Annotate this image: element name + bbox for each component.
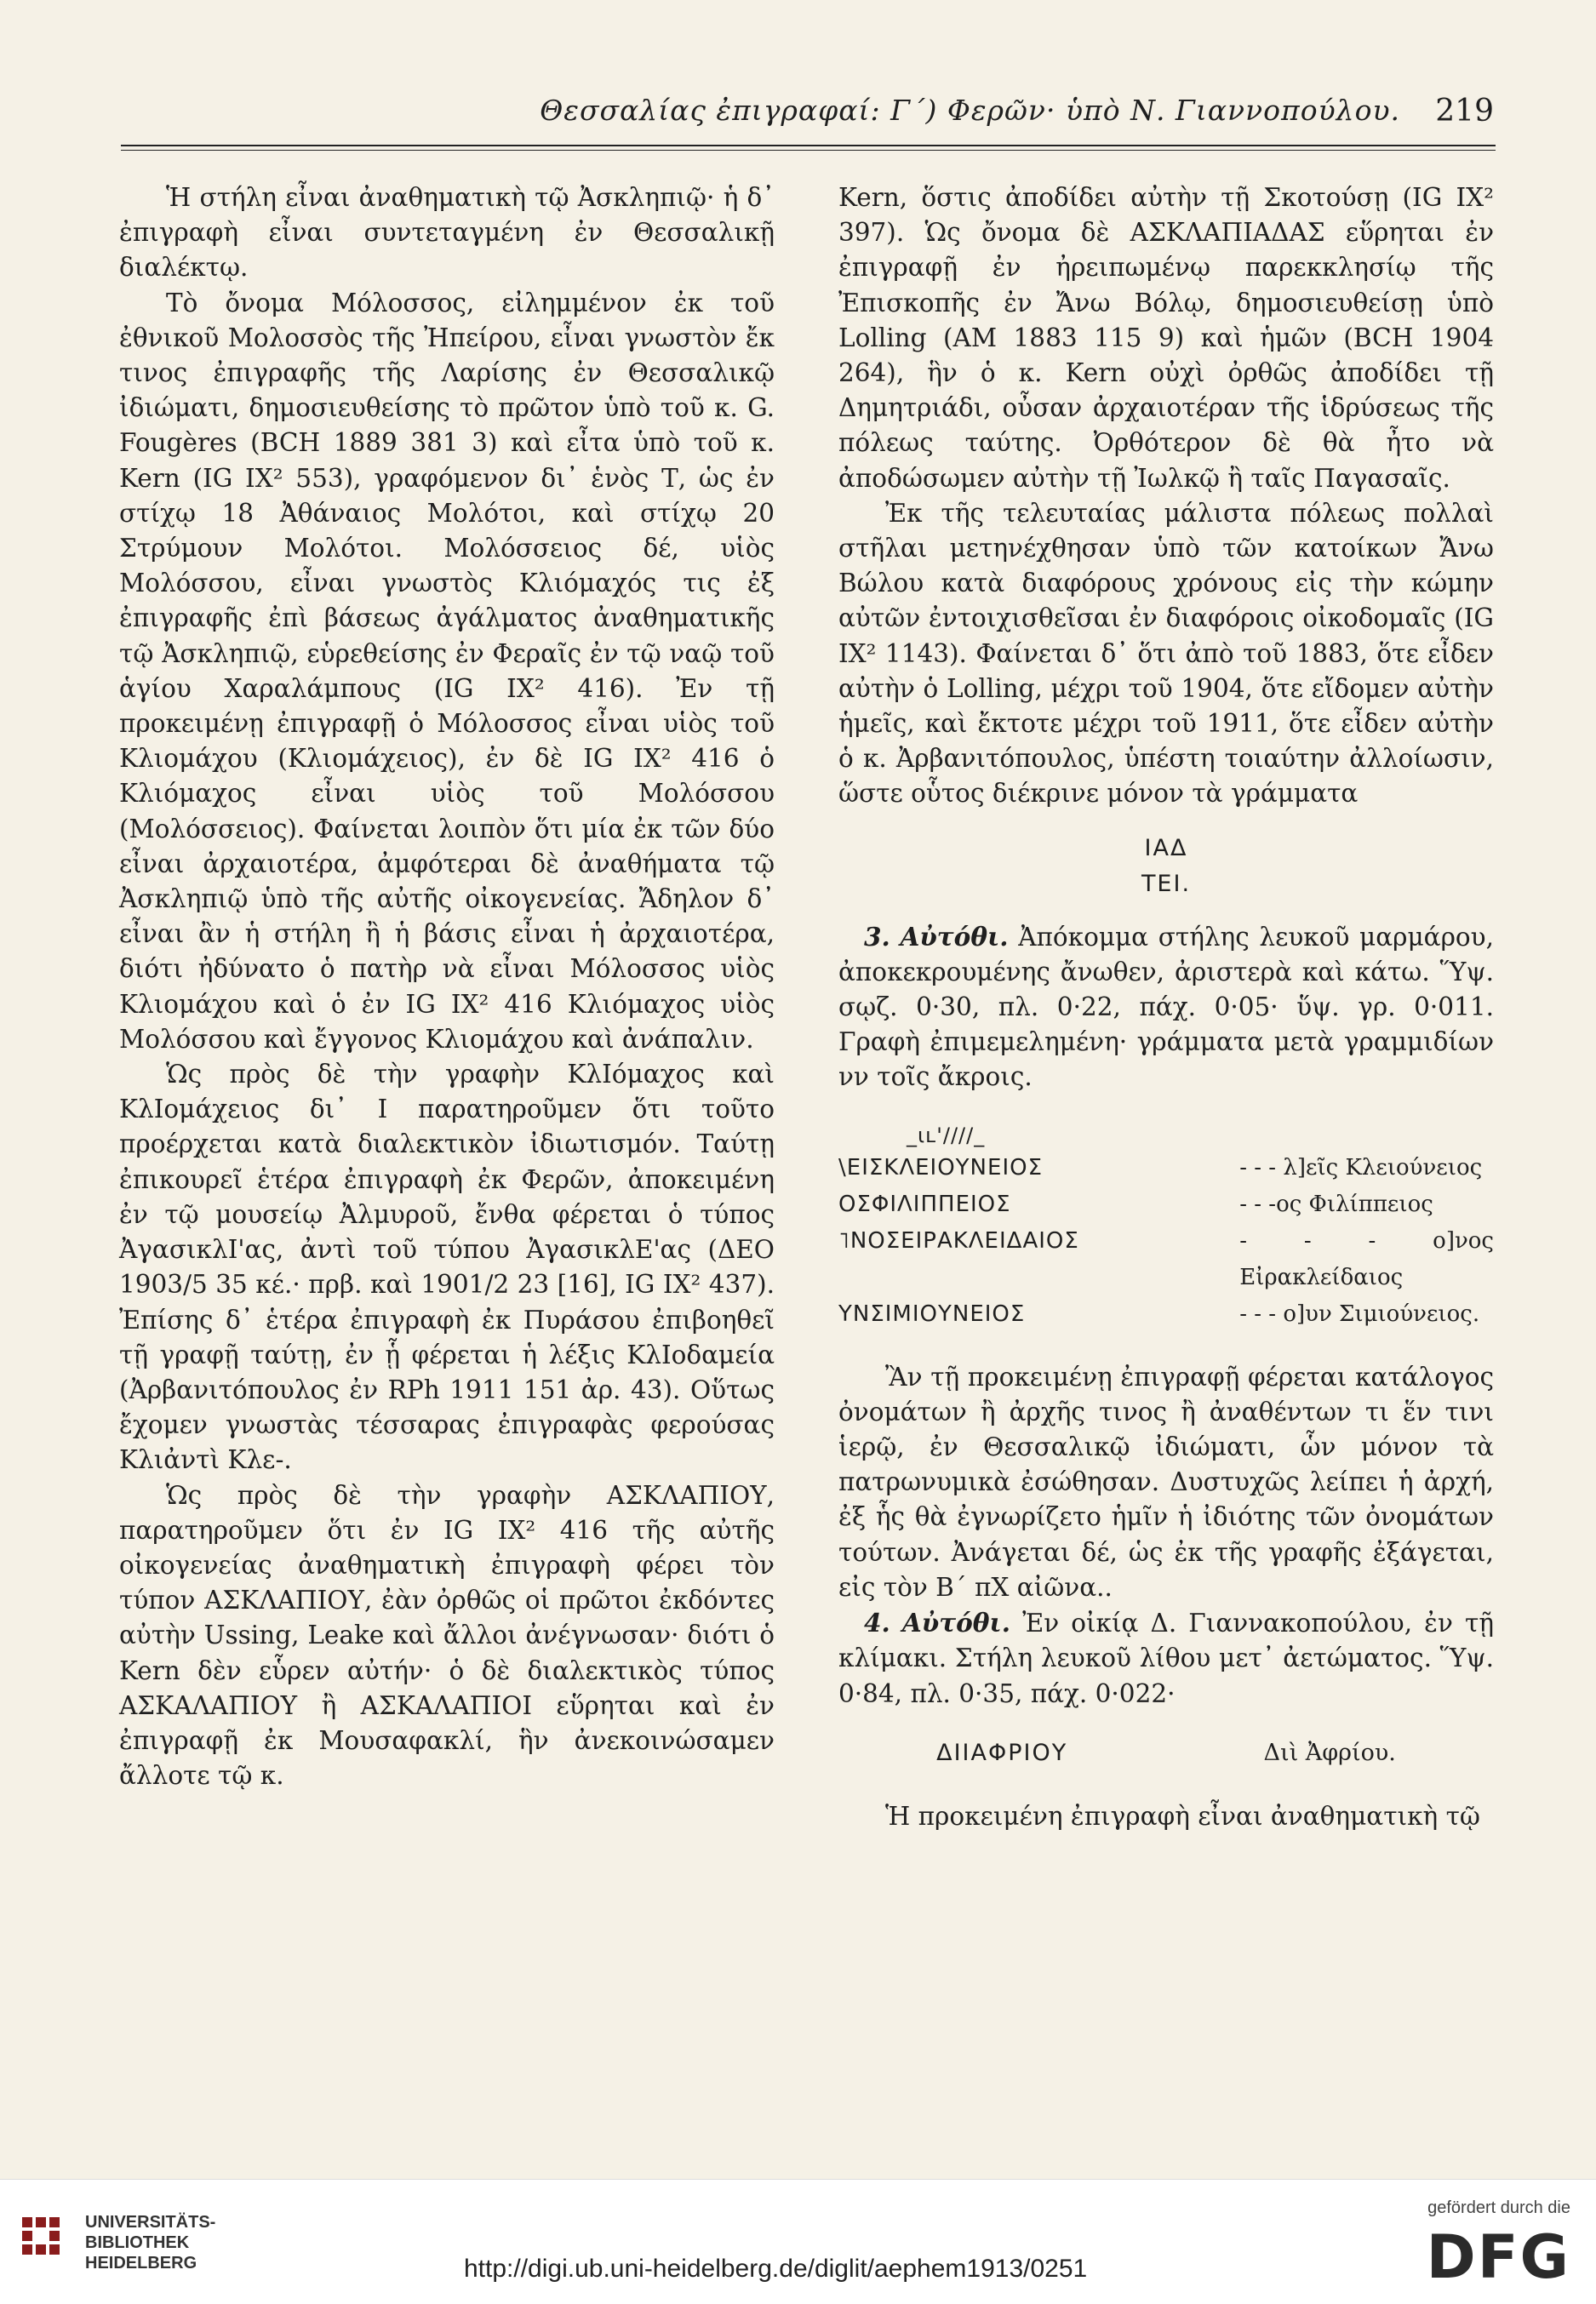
item-description: Ἐν οἰκίᾳ Δ. Γιαννακοπούλου, ἐν τῇ κλίμακι. Στήλη λευκοῦ λίθου μετ᾽ ἀετώματος. Ὕψ. 0·84, πλ. 0·35, πάχ. 0·022· [838, 1609, 1494, 1708]
header-rule-thin [121, 150, 1496, 151]
item-4 [838, 1605, 1494, 1712]
dfg-logo: DFG [1426, 2222, 1570, 2292]
right-column [838, 180, 1494, 1834]
dedication-greek: ΔΙΙΑΦΡΙΟΥ [936, 1739, 1068, 1766]
item-description: Ἀπόκομμα στήλης λευκοῦ μαρμάρου, ἀποκεκρουμένης ἄνωθεν, ἀριστερὰ καὶ κάτω. Ὕψ. σῳζ. 0·30, πλ. 0·22, πάχ. 0·05· ὕψ. γρ. 0·011. Γραφὴ ἐπιμεμελημένη· γράμματα μετὰ γραμμιδίων νν τοῖς ἄκροις. [838, 922, 1494, 1092]
inscription-transcription: - - -ος Φιλίππειος [1239, 1191, 1433, 1217]
paragraph: Τὸ ὄνομα Μόλοσσος, εἰλημμένον ἐκ τοῦ ἐθνικοῦ Μολοσσὸς τῆς Ἠπείρου, εἶναι γνωστὸν ἔκ τινος ἐπιγραφῆς τῆς Λαρίσης ἐν Θεσσαλικῷ ἰδιώματι, δημοσιευθείσης τὸ πρῶτον ὑπὸ τοῦ κ. G. Fougères (BCH 1889 381 3) καὶ εἶτα ὑπὸ τοῦ κ. Kern (IG IX² 553), γραφόμενον δι᾽ ἑνὸς Τ, ὡς ἐν στίχῳ 18 Ἀθάναιος Μολότοι, καὶ στίχῳ 20 Στρύμουν Μολότοι. Μολόσσειος δέ, υἱὸς Μολόσσου, εἶναι γνωστὸς Κλιόμαχός τις ἐξ ἐπιγραφῆς ἐπὶ βάσεως ἀγάλματος ἀναθηματικῆς τῷ Ἀσκληπιῷ, εὑρεθείσης ἐν Φεραῖς ἐν τῷ ναῷ τοῦ ἁγίου Χαραλάμπους (IG IX² 416). Ἐν τῇ προκειμένῃ ἐπιγραφῇ ὁ Μόλοσσος εἶναι υἱὸς τοῦ Κλιομάχου (Κλιομάχειος), ἐν δὲ IG IX² 416 ὁ Κλιόμαχος εἶναι υἱὸς τοῦ Μολόσσου (Μολόσσειος). Φαίνεται λοιπὸν ὅτι μία ἐκ τῶν δύο εἶναι ἀρχαιοτέρα, ἀμφότεραι δὲ ἀναθήματα τῷ Ἀσκληπιῷ ὑπὸ τῆς αὐτῆς οἰκογενείας. Ἄδηλον δ᾽ εἶναι ἂν ἡ στήλη ἢ ἡ βάσις εἶναι ἡ ἀρχαιοτέρα, διότι ἠδύνατο ὁ πατὴρ νὰ εἶναι Μόλοσσος υἱὸς Κλιομάχου καὶ ὁ ἐν IG IX² 416 Κλιόμαχος υἱὸς Μολόσσου καὶ ἔγγονος Κλιομάχου καὶ ἀνάπαλιν. [119, 288, 775, 1054]
institution-name [85, 2212, 215, 2273]
inscription-line: ΙΑΔ [1144, 834, 1188, 861]
paragraph: Kern, ὅστις ἀποδίδει αὐτὴν τῇ Σκοτούσῃ (IG IX² 397). Ὡς ὄνομα δὲ ΑΣΚΛΑΠΙΑΔΑΣ εὕρηται ἐν ἐπιγραφῇ ἐν ἠρειπωμένῳ παρεκκλησίῳ τῆς Ἐπισκοπῆς ἐν Ἄνω Βόλῳ, δημοσιευθείσῃ ὑπὸ Lolling (AM 1883 115 9) καὶ ἡμῶν (BCH 1904 264), ἣν ὁ κ. Kern οὐχὶ ὀρθῶς ἀποδίδει τῇ Δημητριάδι, οὖσαν ἀρχαιοτέραν τῆς ἱδρύσεως τῆς πόλεως ταύτης. Ὀρθότερον δὲ θὰ ἦτο νὰ ἀποδώσωμεν αὐτὴν τῇ Ἰωλκῷ ἢ ταῖς Παγασαῖς. [838, 183, 1494, 493]
page-number: 219 [1435, 94, 1494, 129]
item-number: 3. [864, 921, 890, 952]
dedication-transcription: Διὶ Ἀφρίου. [1263, 1739, 1396, 1766]
funded-by-label: gefördert durch die [1427, 2198, 1570, 2217]
permalink[interactable]: http://digi.ub.uni-heidelberg.de/diglit/aephem1913/0251 [464, 2255, 1088, 2283]
paragraph: Ἡ στήλη εἶναι ἀναθηματικὴ τῷ Ἀσκληπιῷ· ἡ δ᾽ ἐπιγραφὴ εἶναι συντεταγμένη ἐν Θεσσαλικῇ διαλέκτῳ. [119, 183, 775, 283]
inscription-line: ΤΕΙ. [1141, 870, 1192, 897]
inscription-transcription: - - - ο]υν Σιμιούνειος. [1239, 1301, 1480, 1327]
inscription-transcription: - - - λ]εῖς Κλειούνειος [1239, 1154, 1483, 1181]
paragraph: Ἐκ τῆς τελευταίας μάλιστα πόλεως πολλαὶ στῆλαι μετηνέχθησαν ὑπὸ τῶν κατοίκων Ἄνω Βώλου κατὰ διαφόρους χρόνους εἰς τὴν κώμην αὐτῶν ἐντοιχισθεῖσαι ἐν διαφόροις οἰκοδομαῖς (IG IX² 1143). Φαίνεται δ᾽ ὅτι ἀπὸ τοῦ 1883, ὅτε εἶδεν αὐτὴν ὁ Lolling, μέχρι τοῦ 1904, ὅτε εἴδομεν αὐτὴν ἡμεῖς, καὶ ἔκτοτε μέχρι τοῦ 1911, ὅτε εἶδεν αὐτὴν ὁ κ. Ἀρβανιτόπουλος, ὑπέστη τοιαύτην ἀλλοίωσιν, ὥστε οὗτος διέκρινε μόνον τὰ γράμματα [838, 498, 1494, 809]
running-title: Θεσσαλίας ἐπιγραφαί: Γ´) Φερῶν· ὑπὸ Ν. Γιαννοπούλου. [540, 94, 1400, 127]
item-place: Αὐτόθι. [900, 921, 1009, 952]
inscription-row [838, 1223, 1494, 1296]
inscription-greek: \ΕΙΣΚΛΕΙΟΥΝΕΙΟΣ [838, 1154, 1043, 1181]
inscription-greek: ΥΝΣΙΜΙΟΥΝΕΙΟΣ [838, 1301, 1026, 1327]
paragraph: Ὡς πρὸς δὲ τὴν γραφὴν ΑΣΚΛΑΠΙΟΥ, παρατηροῦμεν ὅτι ἐν IG IX² 416 τῆς αὐτῆς οἰκογενείας ἀναθηματικὴ ἐπιγραφὴ φέρει τὸν τύπον ΑΣΚΛΑΠΙΟΥ, ἐὰν ὀρθῶς οἱ πρῶτοι ἐκδόντες αὐτὴν Ussing, Leake καὶ ἄλλοι ἀνέγνωσαν· διότι ὁ Kern δὲν εὗρεν αὐτήν· ὁ δὲ διαλεκτικὸς τύπος ΑΣΚΑΛΑΠΙΟΥ ἢ ΑΣΚΑΛΑΠΙΟΙ εὕρηται καὶ ἐν ἐπιγραφῇ ἐκ Μουσαφακλί, ἣν ἀνεκοινώσαμεν ἄλλοτε τῷ κ. [119, 1480, 775, 1791]
paragraph: Ἡ προκειμένη ἐπιγραφὴ εἶναι ἀναθηματικὴ τῷ [885, 1801, 1480, 1831]
institution-line: UNIVERSITÄTS- [85, 2213, 216, 2232]
inscription-row [838, 1296, 1494, 1333]
dedication [838, 1735, 1494, 1770]
inscription-row [838, 1150, 1494, 1186]
item-place: Αὐτόθι. [901, 1608, 1010, 1638]
university-logo-icon [19, 2214, 70, 2275]
footer-bar [0, 2179, 1596, 2304]
institution-line: HEIDELBERG [85, 2254, 197, 2273]
running-head [119, 94, 1494, 145]
inscription-greek: ˥ΝΟΣΕΙΡΑΚΛΕΙΔΑΙΟΣ [838, 1227, 1079, 1254]
item-number: 4. [864, 1608, 890, 1638]
inscription-table [838, 1121, 1494, 1333]
paragraph: Ὡς πρὸς δὲ τὴν γραφὴν ΚλΙόμαχος καὶ ΚλΙομάχειος δι᾽ Ι παρατηροῦμεν ὅτι τοῦτο προέρχεται κατὰ διαλεκτικὸν ἰδιωτισμόν. Ταύτῃ ἐπικουρεῖ ἑτέρα ἐπιγραφὴ ἐκ Φερῶν, ἀποκειμένη ἐν τῷ μουσείῳ Ἀλμυροῦ, ἔνθα φέρεται ὁ τύπος ἈγασικλΙ'ας, ἀντὶ τοῦ τύπου ἈγασικλΕ'ας (ΔΕΟ 1903/5 35 κέ.· πρβ. καὶ 1901/2 23 [16], IG IX² 437). Ἐπίσης δ᾽ ἑτέρα ἐπιγραφὴ ἐκ Πυράσου ἐπιβοηθεῖ τῇ γραφῇ ταύτῃ, ἐν ᾗ φέρεται ἡ λέξις ΚλΙοδαμεία (Ἀρβανιτόπουλος ἐν RPh 1911 151 ἀρ. 43). Οὕτως ἔχομεν γνωστὰς τέσσαρας ἐπιγραφὰς φερούσας Κλιἀντὶ Κλε-. [119, 1060, 775, 1475]
left-column [119, 180, 775, 1793]
paragraph: Ἂν τῇ προκειμένῃ ἐπιγραφῇ φέρεται κατάλογος ὀνομάτων ἢ ἀρχῆς τινος ἢ ἀναθέντων τι ἕν τινι ἱερῷ, ἐν Θεσσαλικῷ ἰδιώματι, ὧν μόνον τὰ πατρωνυμικὰ ἐσώθησαν. Δυστυχῶς λείπει ἡ ἀρχή, ἐξ ἧς θὰ ἐγνωρίζετο ἡμῖν ἡ ἰδιότης τῶν ὀνομάτων τούτων. Ἀνάγεται δέ, ὡς ἐκ τῆς γραφῆς ἐξάγεται, εἰς τὸν Β´ πΧ αἰῶνα.. [838, 1362, 1494, 1602]
institution-line: BIBLIOTHEK [85, 2233, 190, 2252]
inscription-row [838, 1186, 1494, 1223]
inscription-marks: _ιʟ'////_ [907, 1123, 986, 1147]
item-3 [838, 919, 1494, 1095]
inscription-transcription: - - - ο]νος Εἰρακλείδαιος [1239, 1227, 1494, 1290]
inscription-greek: ΟΣΦΙΛΙΠΠΕΙΟΣ [838, 1191, 1011, 1217]
inscription-fragment [838, 831, 1494, 902]
header-rule [121, 145, 1496, 146]
